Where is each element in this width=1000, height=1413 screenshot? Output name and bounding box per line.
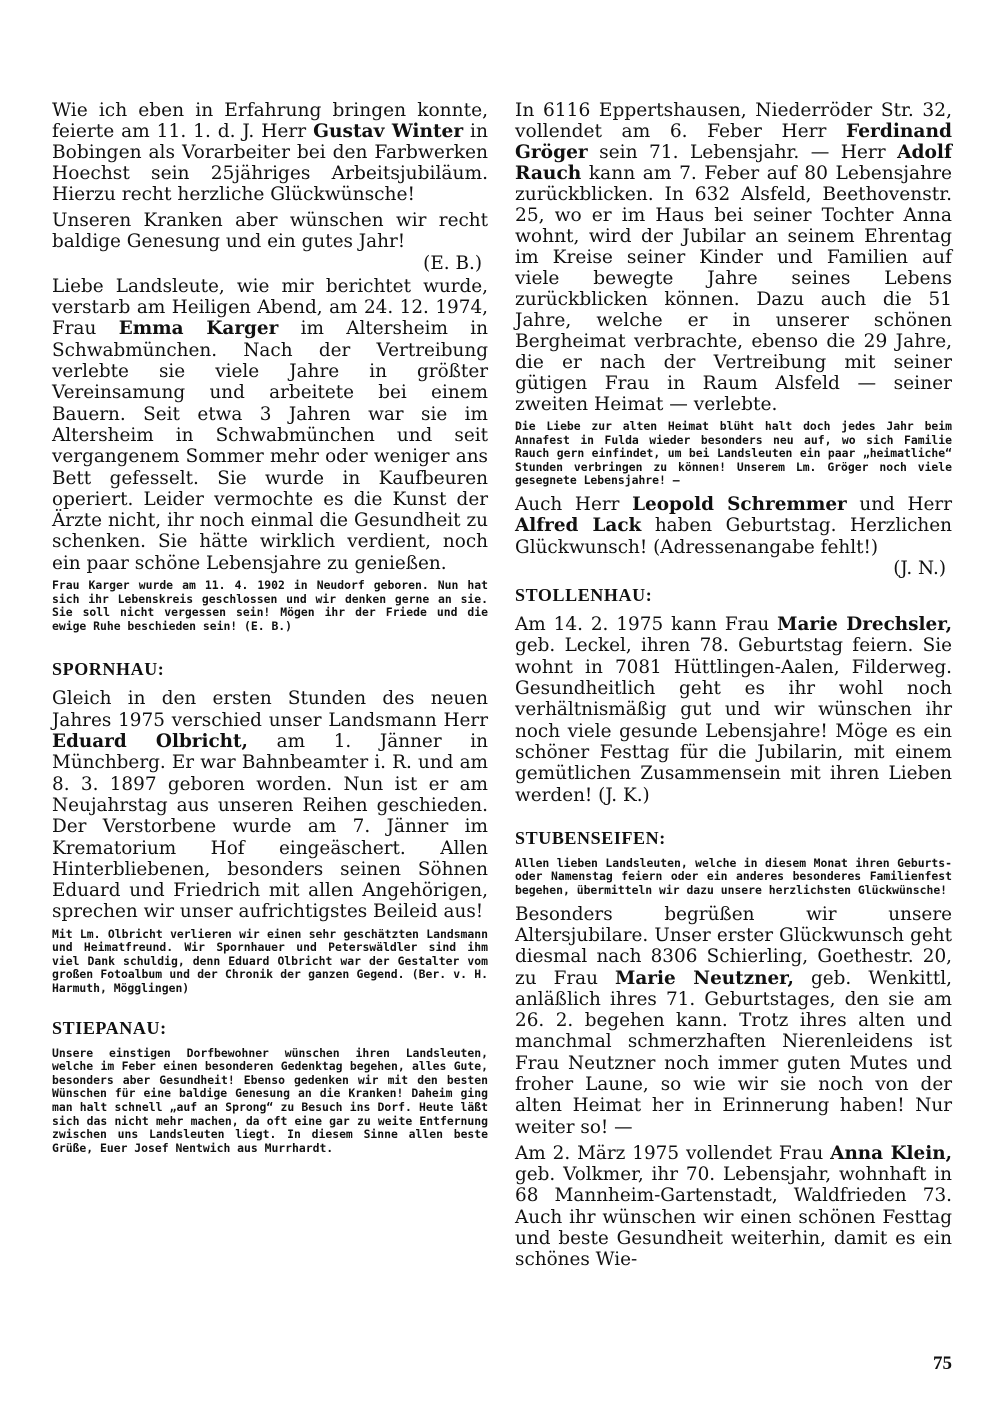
person-name: Leopold Schremmer bbox=[632, 493, 847, 515]
text-run: in Bobingen als Vorarbeiter bei den Farbwerken Hoechst sein 25jähriges Arbeitsjubiläum. Hierzu recht herzliche Glückwünsche! bbox=[52, 121, 488, 205]
person-name: Marie Neutzner, bbox=[615, 967, 794, 989]
person-name: Marie Drechsler, bbox=[777, 614, 952, 636]
text-run: und Herr bbox=[846, 493, 952, 515]
person-name: Adolf Rauch bbox=[515, 142, 952, 184]
person-name: Alfred Lack bbox=[515, 515, 642, 537]
note-karger: Frau Karger wurde am 11. 4. 1902 in Neudorf geboren. Nun hat sich ihr Lebenskreis geschlossen und wir denken gerne an sie. Sie soll nicht vergessen sein! Mögen ihr der Friede und die ewige Ruhe beschieden sein! (E. B.) bbox=[52, 578, 488, 633]
paragraph-drechsler bbox=[515, 614, 952, 806]
text-run: Am 2. März 1975 vollendet Frau bbox=[515, 1142, 831, 1164]
text-run: Besonders begrüßen wir unsere Altersjubilare. Unser erster Glückwunsch geht diesmal nach 8306 Schierling, Goethestr. 20, zu Frau bbox=[515, 903, 952, 989]
paragraph-groeger-rauch bbox=[515, 100, 952, 415]
paragraph-olbricht bbox=[52, 688, 488, 922]
heading-stollenhau: STOLLENHAU: bbox=[515, 585, 653, 606]
text-run: sein 71. Lebensjahr. — Herr bbox=[587, 142, 898, 163]
text-run: In 6116 Eppertshausen, Niederröder Str. 32, vollendet am 6. Feber Herr bbox=[515, 100, 952, 142]
paragraph-klein bbox=[515, 1143, 952, 1271]
text-run: geb. Leckel, ihren 78. Geburtstag feiern. Sie wohnt in 7081 Hüttlingen-Aalen, Filderweg. Gesundheitlich geht es ihr wohl noch verhältnismäßig gut und wir wünschen ihr noch viele gesunde Lebensjahre! Möge es ein schöner Festtag für die Jubilarin, mit einem gemütlichen Zusammensein mit ihren Lieben werden! (J. K.) bbox=[515, 635, 952, 806]
text-run: am 1. Jänner in Münchberg. Er war Bahnbeamter i. R. und am 8. 3. 1897 geboren worden. Nun ist er am Neujahrstag aus unseren Reihen geschieden. Der Verstorbene wurde am 7. Jänner im Krematorium Hof eingeäschert. Allen Hinterbliebenen, besonders seinen Söhnen Eduard und Friedrich mit allen Angehörigen, sprechen wir unser aufrichtigstes Beileid aus! bbox=[52, 731, 489, 923]
person-name: Eduard Olbricht, bbox=[52, 731, 248, 753]
text-run: geb. Wenkittl, anläßlich ihres 71. Geburtstages, den sie am 26. 2. begehen kann. Trotz ihres alten und manchmal schmerzhaften Nierenleidens ist Frau Neutzner noch immer guten Mutes und froher Laune, so wie wir sie noch von der alten Heimat her in Erinnerung haben! Nur weiter so! — bbox=[515, 967, 952, 1138]
signature: (E. B.) bbox=[423, 252, 482, 274]
person-name: Gustav Winter bbox=[313, 121, 464, 142]
text-run: im Altersheim in Schwabmünchen. Nach der Vertreibung verlebte sie viele Jahre in größter Vereinsamung und arbeitete bei einem Bauern. Seit etwa 3 Jahren war sie im Altersheim in Schwabmünchen und seit vergangenem Sommer mehr oder weniger ans Bett gefesselt. Sie wurde in Kaufbeuren operiert. Leider vermochte es die Kunst der Ärzte nicht, ihr noch einmal die Gesundheit zu schenken. Sie hätte wirklich verdient, noch ein paar schöne Lebensjahre zu genießen. bbox=[52, 318, 488, 574]
paragraph-neutzner bbox=[515, 904, 952, 1138]
text-run: geb. Volkmer, ihr 70. Lebensjahr, wohnhaft in 68 Mannheim-Gartenstadt, Waldfrieden 73. Auch ihr wünschen wir einen schönen Festtag und beste Gesundheit weiterhin, damit es ein schönes Wie- bbox=[515, 1164, 952, 1271]
person-name: Ferdinand Gröger bbox=[515, 121, 952, 163]
signature: (J. N.) bbox=[893, 557, 946, 579]
text-run: Liebe Landsleute, wie mir berichtet wurde, verstarb am Heiligen Abend, am 24. 12. 1974, Frau bbox=[52, 275, 488, 340]
note-rauch: Die Liebe zur alten Heimat blüht halt doch jedes Jahr beim Annafest in Fulda wieder besonders neu auf, wo sich Familie Rauch gern einfindet, um bei Landsleuten ein paar „heimatliche“ Stunden verbringen zu können! Unserem Lm. Gröger noch viele gesegnete Lebensjahre! — bbox=[515, 419, 952, 488]
signature-eb bbox=[52, 253, 482, 274]
heading-stubenseifen: STUBENSEIFEN: bbox=[515, 827, 666, 848]
note-stubenseifen: Allen lieben Landsleuten, welche in diesem Monat ihren Geburts- oder Namenstag feiern oder ein anderes besonderes Familienfest begehen, übermitteln wir dazu unsere herzlichsten Glückwünsche! bbox=[515, 855, 952, 898]
text-run: Gleich in den ersten Stunden des neuen Jahres 1975 verschied unser Landsmann Herr bbox=[52, 688, 488, 731]
person-name: Anna Klein, bbox=[830, 1142, 952, 1164]
text-run: haben Geburtstag. Herzlichen Glückwunsch! (Adressenangabe fehlt!) bbox=[515, 515, 953, 558]
heading-stiepanau: STIEPANAU: bbox=[52, 1017, 167, 1038]
right-column bbox=[515, 100, 952, 1276]
text-run: Auch Herr bbox=[515, 493, 633, 515]
person-name: Emma Karger bbox=[118, 318, 279, 340]
note-stiepanau: Unsere einstigen Dorfbewohner wünschen ihren Landsleuten, welche im Feber einen besonderen Gedenktag begehen, alles Gute, besonders aber Gesundheit! Ebenso gedenken wir mit den besten Wünschen für eine baldige Genesung an die Kranken! Daheim ging man halt schnell „auf an Sprong“ zu Besuch ins Dorf. Heute läßt sich das nicht mehr machen, da oft eine gar zu weite Entfernung zwischen uns Landsleuten liegt. In diesem Sinne allen beste Grüße, Euer Josef Nentwich aus Murrhardt. bbox=[52, 1045, 488, 1155]
paragraph-winter bbox=[52, 100, 488, 205]
text-run: Am 14. 2. 1975 kann Frau bbox=[515, 614, 778, 636]
page-number: 75 bbox=[933, 1353, 952, 1374]
text-run: kann am 7. Feber auf 80 Lebensjahre zurückblicken. In 632 Alsfeld, Beethovenstr. 25, wo er im Haus bei seiner Tochter Anna wohnt, wird der Jubilar an seinem Ehrentag im Kreise seiner Kinder und Familien auf viele bewegte Jahre seines Lebens zurückblicken können. Dazu auch die 51 Jahre, welche er in unserer schönen Bergheimat verbrachte, ebenso die 29 Jahre, die er nach der Vertreibung mit seiner gütigen Frau in Raum Alsfeld — seiner zweiten Heimat — verlebte. bbox=[515, 163, 952, 415]
note-olbricht: Mit Lm. Olbricht verlieren wir einen sehr geschätzten Landsmann und Heimatfreund. Wir Spornhauer und Peterswäldler sind ihm viel Dank schuldig, denn Eduard Olbricht war der Gestalter vom großen Fotoalbum und der Chronik der ganzen Gegend. (Ber. v. H. Harmuth, Mögglingen) bbox=[52, 926, 488, 996]
heading-spornhau: SPORNHAU: bbox=[52, 659, 165, 680]
paragraph-schremmer-lack bbox=[515, 494, 952, 558]
signature-jn bbox=[515, 558, 946, 579]
paragraph-kranken: Unseren Kranken aber wünschen wir recht baldige Genesung und ein gutes Jahr! bbox=[52, 210, 488, 253]
left-column bbox=[52, 100, 488, 1161]
paragraph-karger bbox=[52, 276, 488, 574]
text-run: Wie ich eben in Erfahrung bringen konnte, feierte am 11. 1. d. J. Herr bbox=[52, 100, 488, 142]
